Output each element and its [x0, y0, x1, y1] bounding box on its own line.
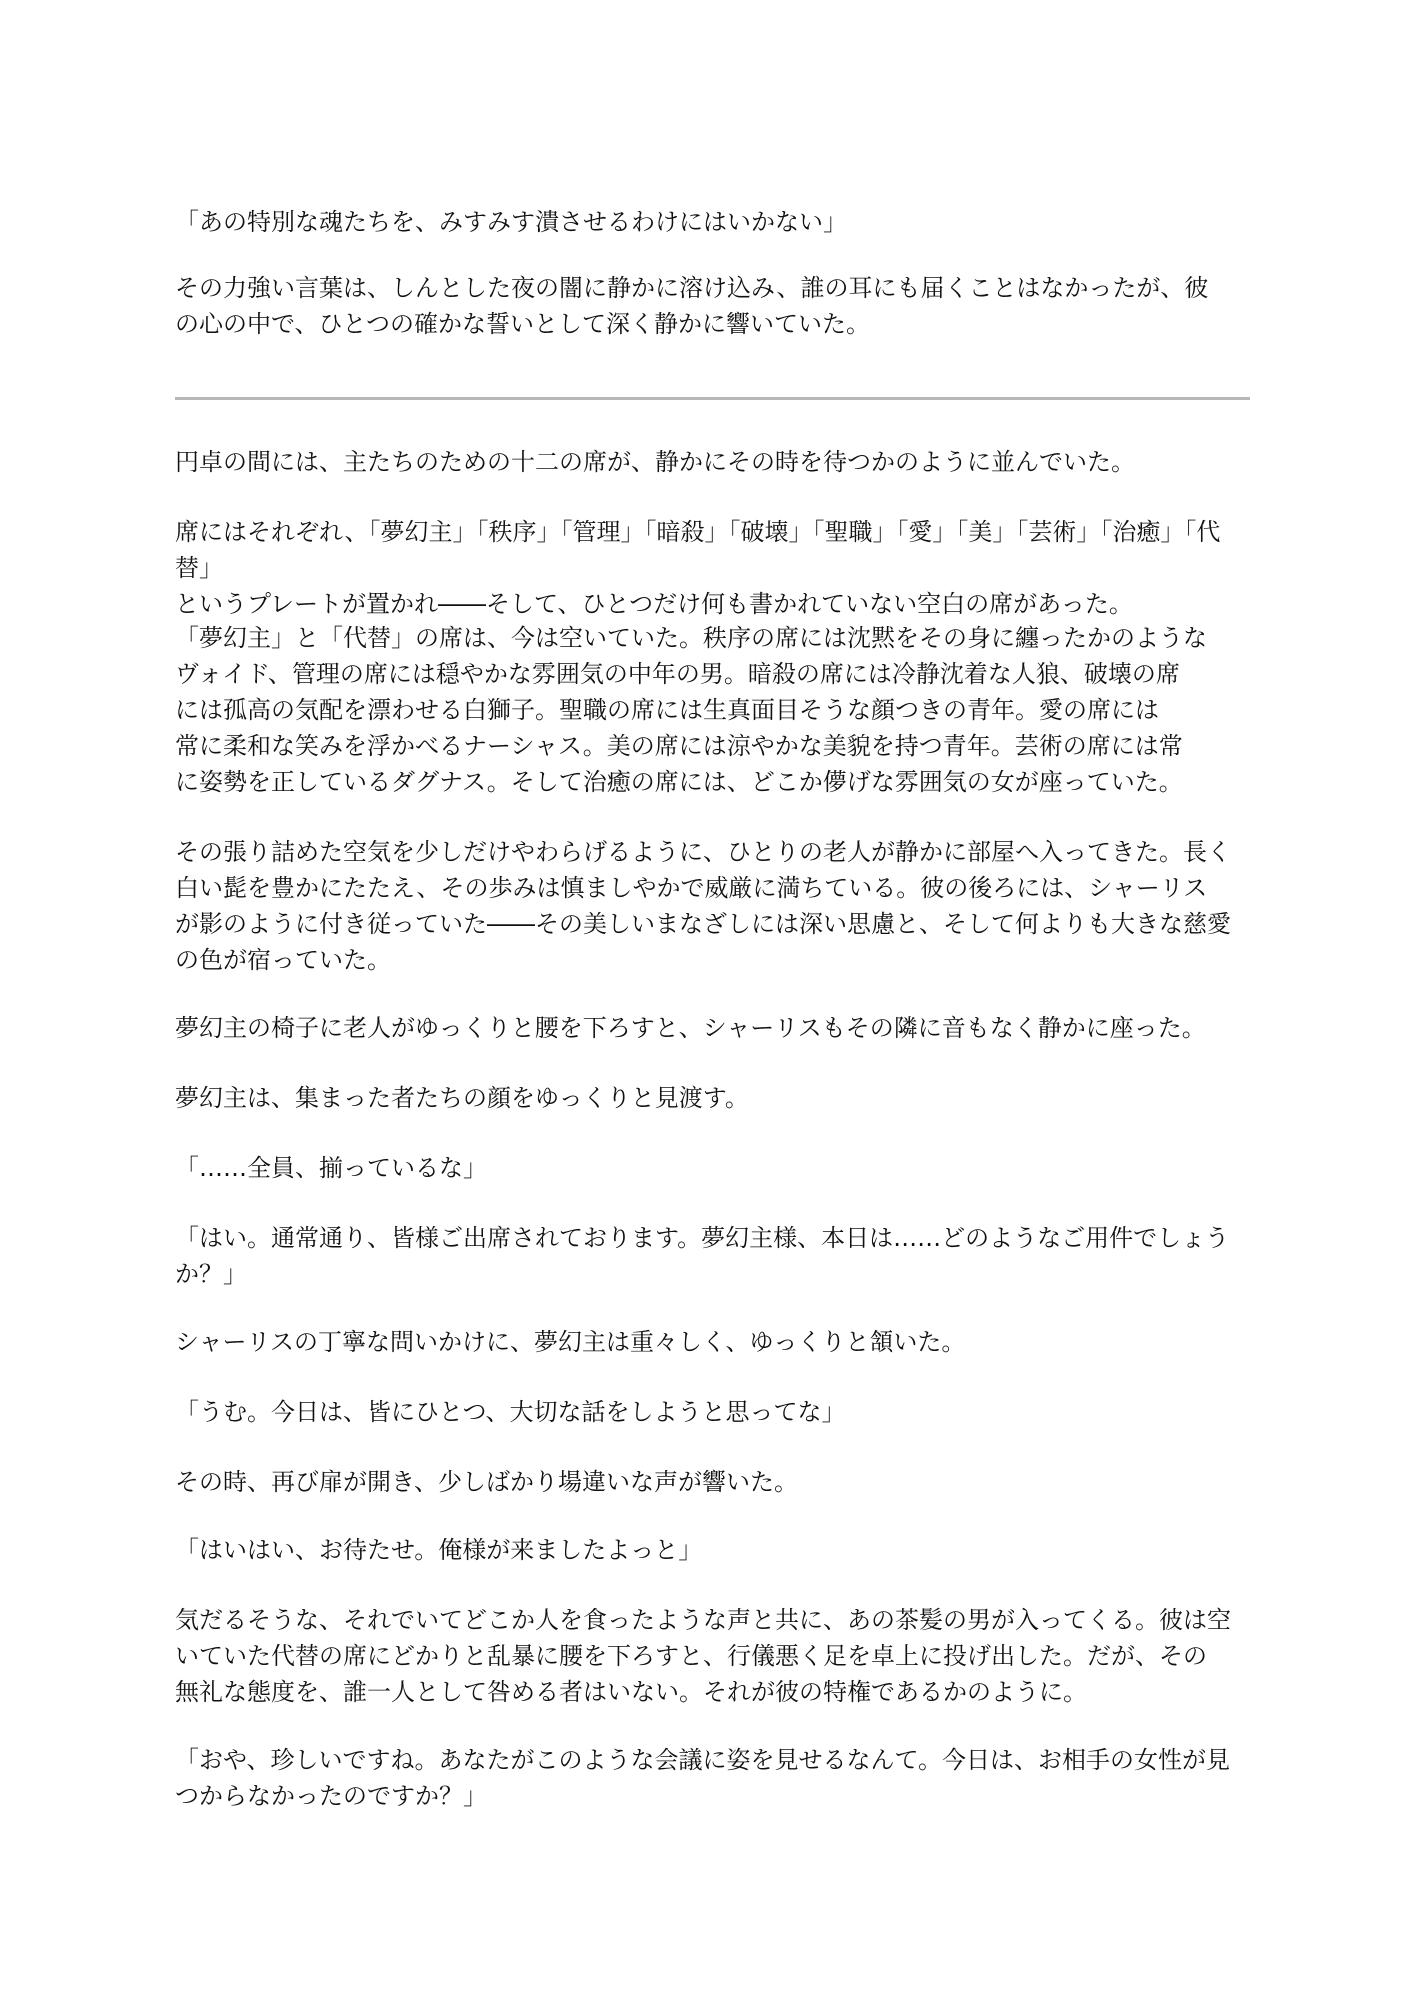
paragraph-important-talk: 「うむ。今日は、皆にひとつ、大切な話をしようと思ってな」: [175, 1398, 846, 1426]
section-divider: [175, 397, 1250, 400]
paragraph-round-table: 円卓の間には、主たちのための十二の席が、静かにその時を待つかのように並んでいた。: [175, 448, 1135, 476]
paragraph-brown-haired-man: 気だるそうな、それでいてどこか人を食ったような声と共に、あの茶髪の男が入ってくる。彼は空 いていた代替の席にどかりと乱暴に腰を下ろすと、行儀悪く足を卓上に投げ出した。だが、その 無礼な態度を、誰一人として咎める者はいない。それが彼の特権であるかのように。: [175, 1606, 1231, 1706]
paragraph-vow-quote: 「あの特別な魂たちを、みすみす潰させるわけにはいかない」: [175, 208, 847, 236]
paragraph-seat-occupants: 「夢幻主」と「代替」の席は、今は空いていた。秩序の席には沈黙をその身に纏ったかのような ヴォイド、管理の席には穏やかな雰囲気の中年の男。暗殺の席には冷静沈着な人狼、破壊の席 には孤高の気配を漂わせる白獅子。聖職の席には生真面目そうな顔つきの青年。愛の席には 常に柔和な笑みを浮かべるナーシャス。美の席には涼やかな美貌を持つ青年。芸術の席には常 に姿勢を正しているダグナス。そして治癒の席には、どこか儚げな雰囲気の女が座っていた。: [175, 624, 1207, 796]
paragraph-door-opens: その時、再び扉が開き、少しばかり場違いな声が響いた。: [175, 1468, 799, 1496]
paragraph-all-present: 「……全員、揃っているな」: [175, 1154, 487, 1182]
paragraph-arrival-line: 「はいはい、お待たせ。俺様が来ましたよっと」: [175, 1536, 703, 1564]
paragraph-vow-narration: その力強い言葉は、しんとした夜の闇に静かに溶け込み、誰の耳にも届くことはなかったが、彼 の心の中で、ひとつの確かな誓いとして深く静かに響いていた。: [175, 274, 1209, 338]
paragraph-nod: シャーリスの丁寧な問いかけに、夢幻主は重々しく、ゆっくりと頷いた。: [175, 1328, 966, 1356]
paragraph-sharis-reply: 「はい。通常通り、皆様ご出席されております。夢幻主様、本日は……どのようなご用件でしょう か？」: [175, 1224, 1230, 1288]
paragraph-seat-plates: 席にはそれぞれ、「夢幻主」「秩序」「管理」「暗殺」「破壊」「聖職」「愛」「美」「芸術」「治癒」「代替」 というプレートが置かれ――そして、ひとつだけ何も書かれていない空白の席があった。: [175, 518, 1221, 618]
paragraph-sits-down: 夢幻主の椅子に老人がゆっくりと腰を下ろすと、シャーリスもその隣に音もなく静かに座った。: [175, 1014, 1206, 1042]
paragraph-rare-visit: 「おや、珍しいですね。あなたがこのような会議に姿を見せるなんて。今日は、お相手の女性が見 つからなかったのですか？」: [175, 1746, 1231, 1810]
paragraph-looks-around: 夢幻主は、集まった者たちの顔をゆっくりと見渡す。: [175, 1084, 749, 1112]
paragraph-old-man-enters: その張り詰めた空気を少しだけやわらげるように、ひとりの老人が静かに部屋へ入ってきた。長く 白い髭を豊かにたたえ、その歩みは慎ましやかで威厳に満ちている。彼の後ろには、シャーリス が影のように付き従っていた――その美しいまなざしには深い思慮と、そして何よりも大きな慈愛 の色が宿っていた。: [175, 838, 1231, 974]
